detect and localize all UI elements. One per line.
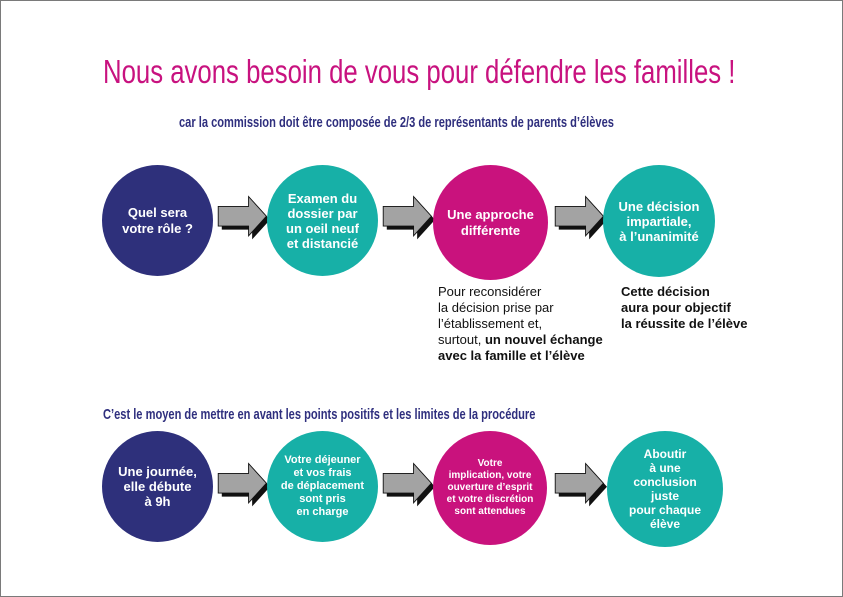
- note-line: Pour reconsidérer: [438, 284, 542, 299]
- circle-decision: Une décision impartiale, à l’unanimité: [603, 165, 715, 277]
- circle-dejeuner: Votre déjeuner et vos frais de déplacement sont pris en charge: [267, 431, 378, 542]
- circle-implication: Votre implication, votre ouverture d’esprit et votre discrétion sont attendues: [433, 431, 547, 545]
- page-title: Nous avons besoin de vous pour défendre les familles !: [103, 53, 736, 90]
- note-line: aura pour objectif: [621, 300, 731, 315]
- page-subtitle: car la commission doit être composée de 2/3 de représentants de parents d’élèves: [179, 114, 614, 131]
- note-approche: [438, 284, 603, 364]
- note-emphasis: avec la famille et l’élève: [438, 348, 585, 363]
- right-arrow-icon: [550, 460, 614, 510]
- note-text: surtout,: [438, 332, 485, 347]
- circle-role: Quel sera votre rôle ?: [102, 165, 213, 276]
- note-line: la décision prise par: [438, 300, 554, 315]
- note-decision: [621, 284, 747, 332]
- note-emphasis: un nouvel échange: [484, 332, 603, 347]
- section-heading: C’est le moyen de mettre en avant les points positifs et les limites de la procédure: [103, 406, 536, 423]
- note-line: Cette décision: [621, 284, 710, 299]
- note-line: [438, 348, 603, 364]
- circle-examen: Examen du dossier par un oeil neuf et distancié: [267, 165, 378, 276]
- note-line: l’établissement et,: [438, 316, 543, 331]
- note-line: la réussite de l’élève: [621, 316, 748, 331]
- note-line: [438, 332, 603, 348]
- circle-approche: Une approche différente: [433, 165, 548, 280]
- circle-journee: Une journée, elle débute à 9h: [102, 431, 213, 542]
- circle-aboutir: Aboutir à une conclusion juste pour chaque élève: [607, 431, 723, 547]
